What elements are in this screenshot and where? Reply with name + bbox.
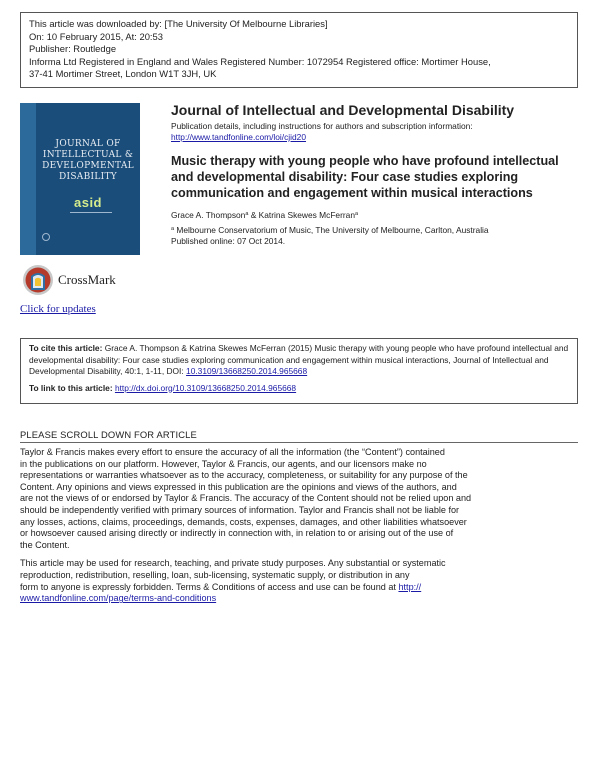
author-affiliation-marker: a <box>245 210 249 217</box>
publication-details-text: Publication details, including instructions for authors and subscription information: <box>171 121 473 131</box>
link-paragraph <box>29 383 569 395</box>
disclaimer-line: should be independently verified with primary sources of information. Taylor and Francis shall not be liable for <box>20 504 460 515</box>
cover-title: JOURNAL OF INTELLECTUAL & DEVELOPMENTAL DISABILITY <box>42 139 134 182</box>
disclaimer-text: form to anyone is expressly forbidden. Terms & Conditions of access and use can be found at <box>20 581 399 592</box>
affiliation-marker: a <box>171 225 175 232</box>
terms-link[interactable]: www.tandfonline.com/page/terms-and-conditions <box>20 593 217 604</box>
affiliation <box>171 224 581 236</box>
disclaimer-line: This article may be used for research, teaching, and private study purposes. Any substantial or systematic <box>20 558 446 569</box>
crossmark-badge[interactable] <box>20 264 120 300</box>
scroll-down-notice: PLEASE SCROLL DOWN FOR ARTICLE <box>20 429 197 440</box>
disclaimer-line: or howsoever caused arising directly or indirectly in connection with, in relation to or arising out of the use of <box>20 528 454 539</box>
citation-box <box>20 338 578 404</box>
authors <box>171 209 581 221</box>
click-for-updates-link[interactable]: Click for updates <box>20 303 96 315</box>
disclaimer-line: reproduction, redistribution, reselling, loan, sub-licensing, systematic supply, or distribution in any <box>20 569 410 580</box>
disclaimer-line <box>20 593 580 605</box>
terms-link[interactable]: http:// <box>398 581 422 592</box>
crossmark-icon <box>22 264 54 296</box>
disclaimer-line <box>20 582 580 594</box>
article-link[interactable]: http://dx.doi.org/10.3109/13668250.2014.965668 <box>114 382 297 393</box>
journal-info <box>171 101 581 247</box>
download-info-line: On: 10 February 2015, At: 20:53 <box>29 30 163 42</box>
cite-paragraph <box>29 343 569 378</box>
disclaimer-line: any losses, actions, claims, proceedings, demands, costs, expenses, damages, and other liabilities whatsoever <box>20 516 467 527</box>
disclaimer-line: representations or warranties whatsoever as to the accuracy, completeness, or suitability for any purpose of the <box>20 470 468 481</box>
author-name: Grace A. Thompson <box>171 209 246 220</box>
link-label: To link to this article: <box>29 382 115 393</box>
disclaimer-line: Taylor & Francis makes every effort to ensure the accuracy of all the information (the “Content”) contained <box>20 447 445 457</box>
disclaimer-line: the Content. <box>20 539 70 550</box>
doi-link[interactable]: 10.3109/13668250.2014.965668 <box>186 366 308 376</box>
disclaimer-line: in the publications on our platform. However, Taylor & Francis, our agents, and our licensors make no <box>20 458 427 469</box>
disclaimer-paragraph-2 <box>20 558 580 604</box>
download-info-line: Informa Ltd Registered in England and Wales Registered Number: 1072954 Registered office: Mortimer House, <box>29 55 491 67</box>
cover-spine-strip <box>20 103 36 255</box>
journal-url-link[interactable]: http://www.tandfonline.com/loi/cjid20 <box>171 132 307 142</box>
cover-logo: asid <box>73 195 102 210</box>
cite-text: Grace A. Thompson & Katrina Skewes McFerran (2015) Music therapy with young people who have profound intellectual and developmental disability: Four case studies exploring communication and engagement within musical interactions, Journal of Intellectual and Developmental Disability, 40:1, 1-11, DOI: <box>29 343 569 376</box>
author-name: Katrina Skewes McFerran <box>258 209 355 220</box>
download-info-line: Publisher: Routledge <box>29 43 117 55</box>
divider <box>20 442 578 443</box>
journal-title: Journal of Intellectual and Developmental Disability <box>171 102 515 118</box>
affiliation-text: Melbourne Conservatorium of Music, The University of Melbourne, Carlton, Australia <box>174 224 489 235</box>
download-info-line: This article was downloaded by: [The University Of Melbourne Libraries] <box>29 18 328 29</box>
cover-publisher-mark <box>42 233 50 241</box>
disclaimer <box>20 447 580 605</box>
journal-cover-image <box>20 103 140 255</box>
disclaimer-line: are not the views of or endorsed by Taylor & Francis. The accuracy of the Content should not be relied upon and <box>20 493 472 504</box>
cover-divider <box>70 212 112 213</box>
disclaimer-line: Content. Any opinions and views expressed in this publication are the opinions and views of the authors, and <box>20 481 457 492</box>
author-separator: & <box>248 209 259 220</box>
download-info-line: 37-41 Mortimer Street, London W1T 3JH, UK <box>29 68 217 80</box>
article-title: Music therapy with young people who have profound intellectual and developmental disability: Four case studies exploring communication and engagement within musical interactions <box>171 154 559 201</box>
author-affiliation-marker: a <box>355 210 359 217</box>
crossmark-label: CrossMark <box>58 272 116 287</box>
published-date: Published online: 07 Oct 2014. <box>171 235 286 246</box>
disclaimer-paragraph-1 <box>20 447 580 551</box>
download-info-box <box>20 12 578 88</box>
cite-label: To cite this article: <box>29 343 103 353</box>
